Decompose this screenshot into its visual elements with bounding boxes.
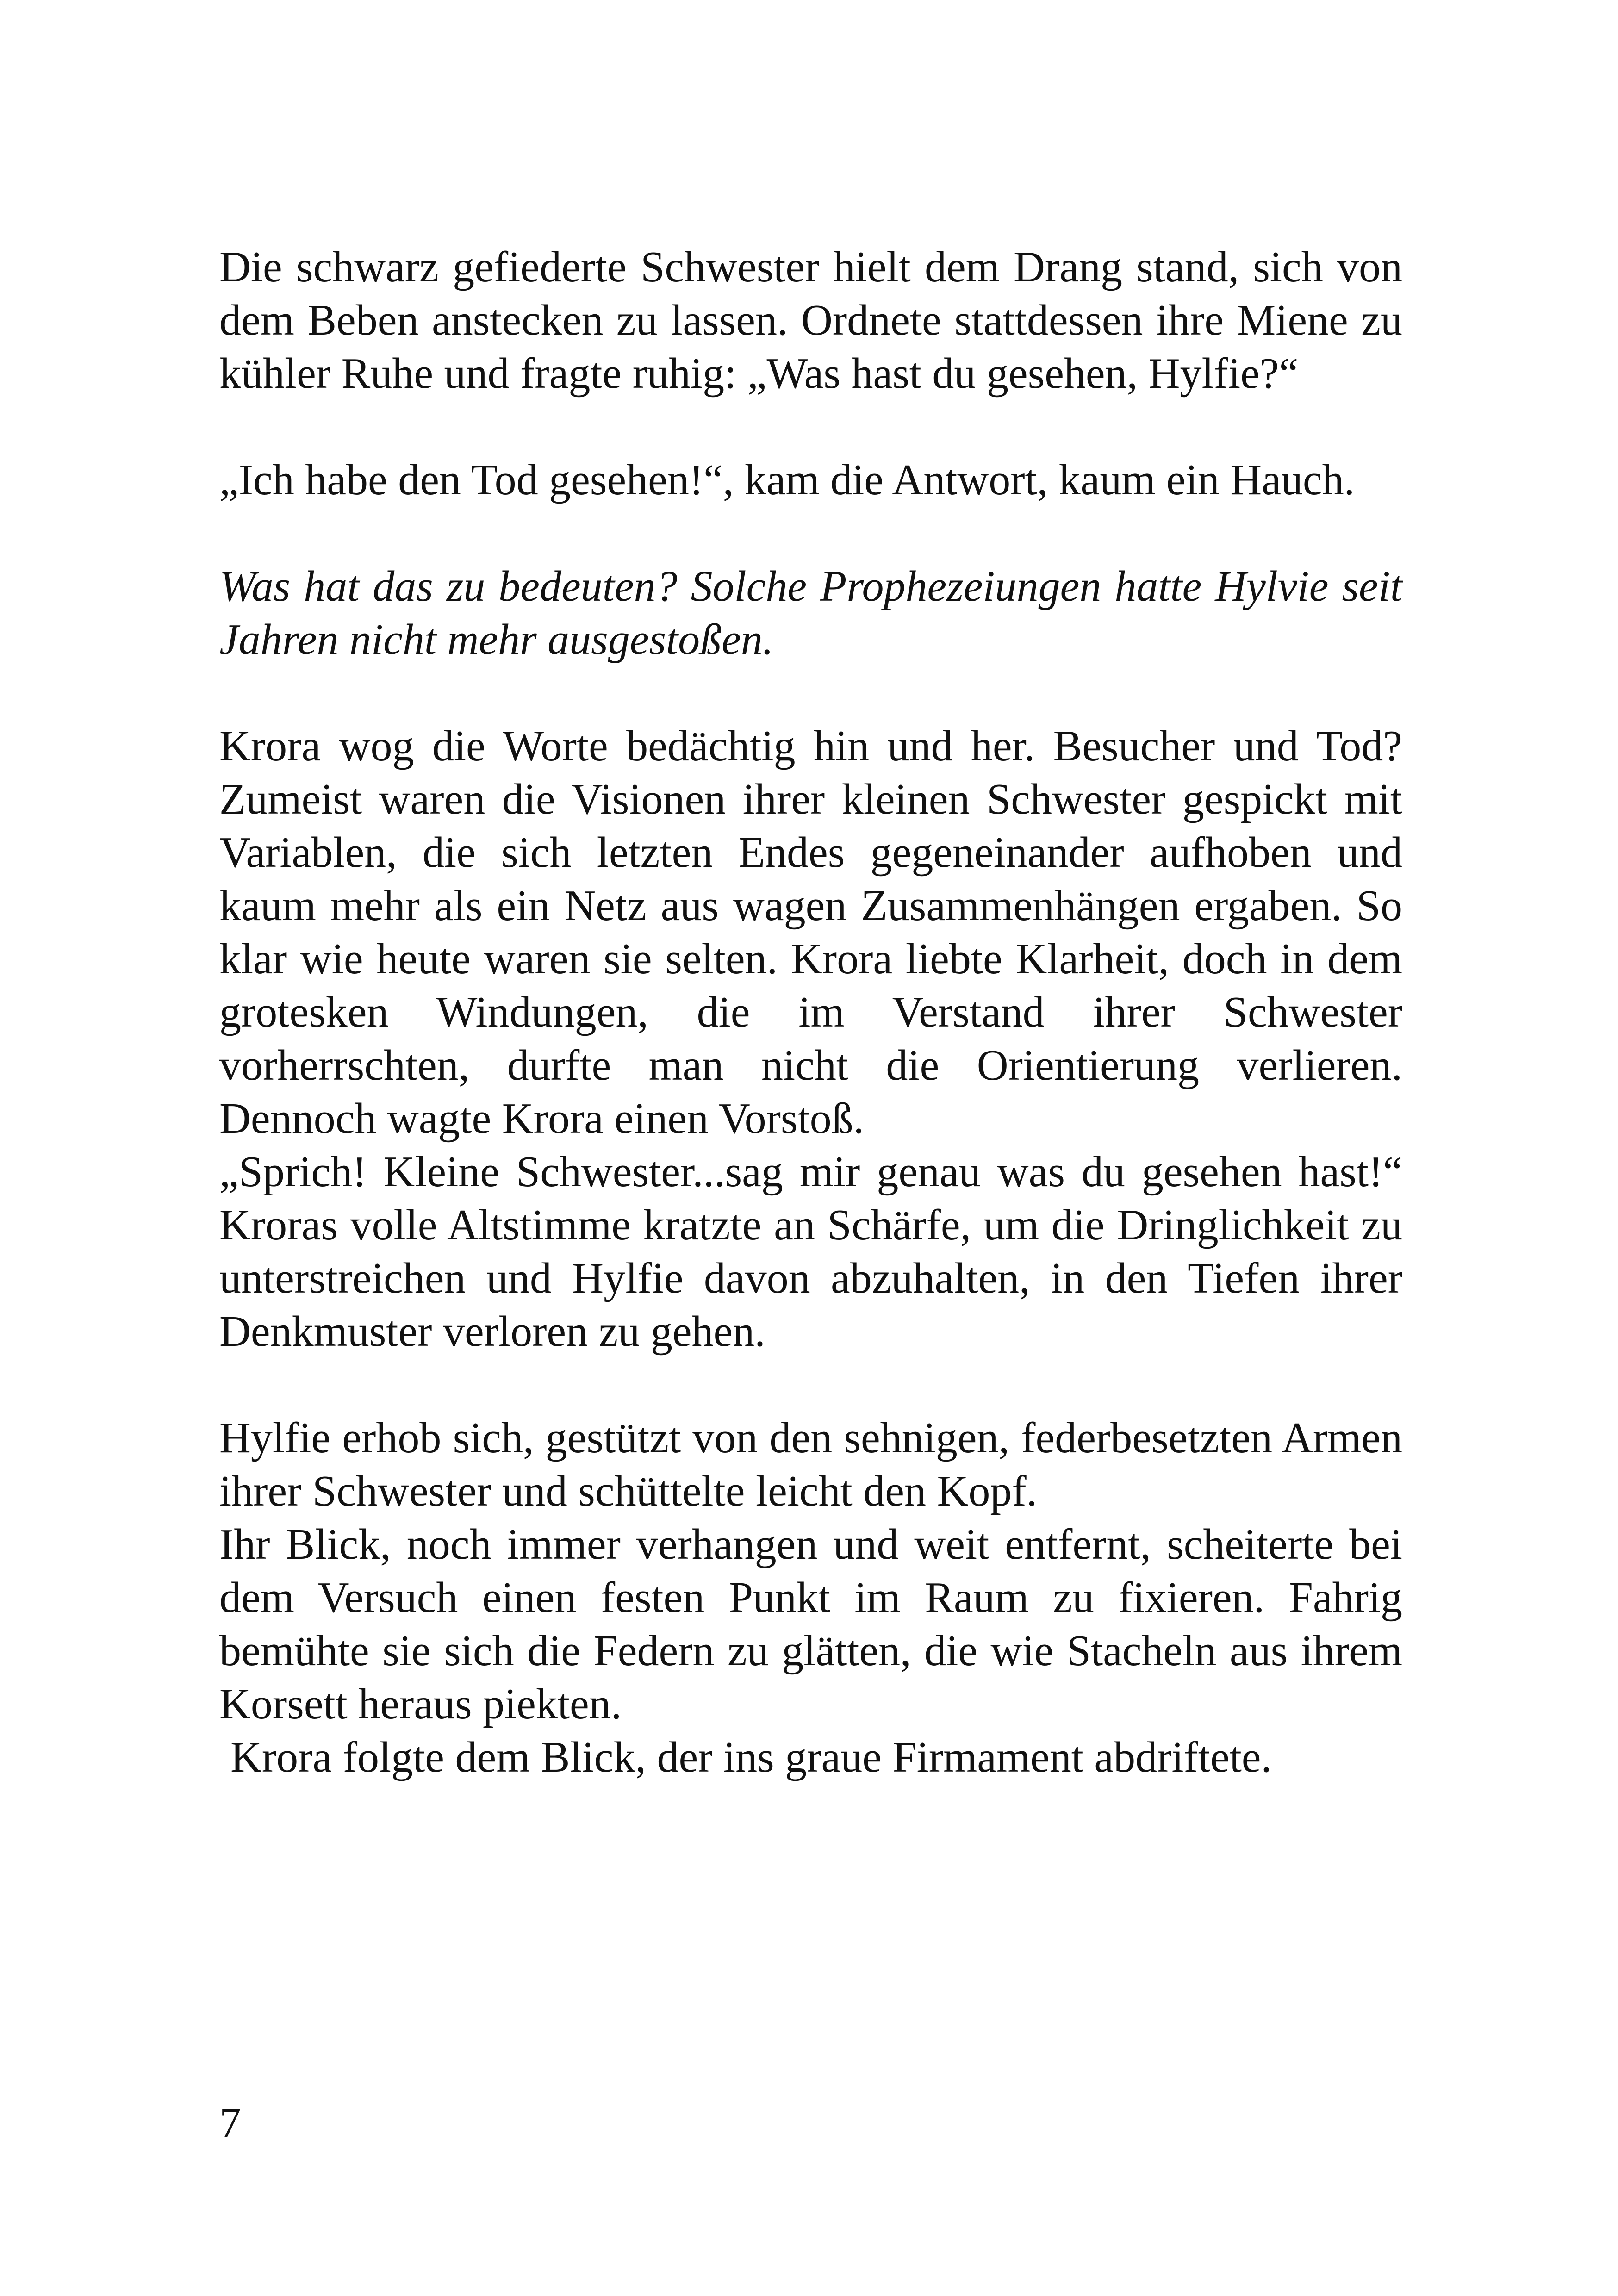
page-number: 7 bbox=[219, 2099, 241, 2147]
paragraph-5: „Sprich! Kleine Schwester...sag mir genau was du gesehen hast!“ Kroras volle Altstimme kratzte an Schärfe, um die Dringlichkeit zu unterstreichen und Hylfie davon abzuhalten, in den Tiefen ihrer Denkmuster verloren zu gehen. bbox=[219, 1148, 1402, 1356]
paragraph-8: Krora folgte dem Blick, der ins graue Firmament abdriftete. bbox=[230, 1733, 1272, 1781]
paragraph-6: Hylfie erhob sich, gestützt von den sehnigen, federbesetzten Armen ihrer Schwester und schüttelte leicht den Kopf. bbox=[219, 1414, 1402, 1515]
paragraph-4: Krora wog die Worte bedächtig hin und her. Besucher und Tod? Zumeist waren die Visionen ihrer kleinen Schwester gespickt mit Variablen, die sich letzten Endes gegeneinander aufhoben und kaum mehr als ein Netz aus wagen Zusammenhängen ergaben. So klar wie heute waren sie selten. Krora liebte Klarheit, doch in dem grotesken Windungen, die im Verstand ihrer Schwester vorherrschten, durfte man nicht die Orientierung verlieren. Dennoch wagte Krora einen Vorstoß. bbox=[219, 722, 1402, 1143]
body-text bbox=[219, 241, 1402, 1784]
paragraph-1: Die schwarz gefiederte Schwester hielt dem Drang stand, sich von dem Beben anstecken zu lassen. Ordnete stattdessen ihre Miene zu kühler Ruhe und fragte ruhig: „Was hast du gesehen, Hylfie?“ bbox=[219, 243, 1402, 398]
paragraph-2: „Ich habe den Tod gesehen!“, kam die Antwort, kaum ein Hauch. bbox=[219, 456, 1355, 504]
paragraph-7: Ihr Blick, noch immer verhangen und weit entfernt, scheiterte bei dem Versuch einen festen Punkt im Raum zu fixieren. Fahrig bemühte sie sich die Federn zu glätten, die wie Stacheln aus ihrem Korsett heraus piekten. bbox=[219, 1520, 1402, 1728]
paragraph-3-thought: Was hat das zu bedeuten? Solche Prophezeiungen hatte Hylvie seit Jahren nicht mehr ausgestoßen. bbox=[219, 562, 1402, 664]
